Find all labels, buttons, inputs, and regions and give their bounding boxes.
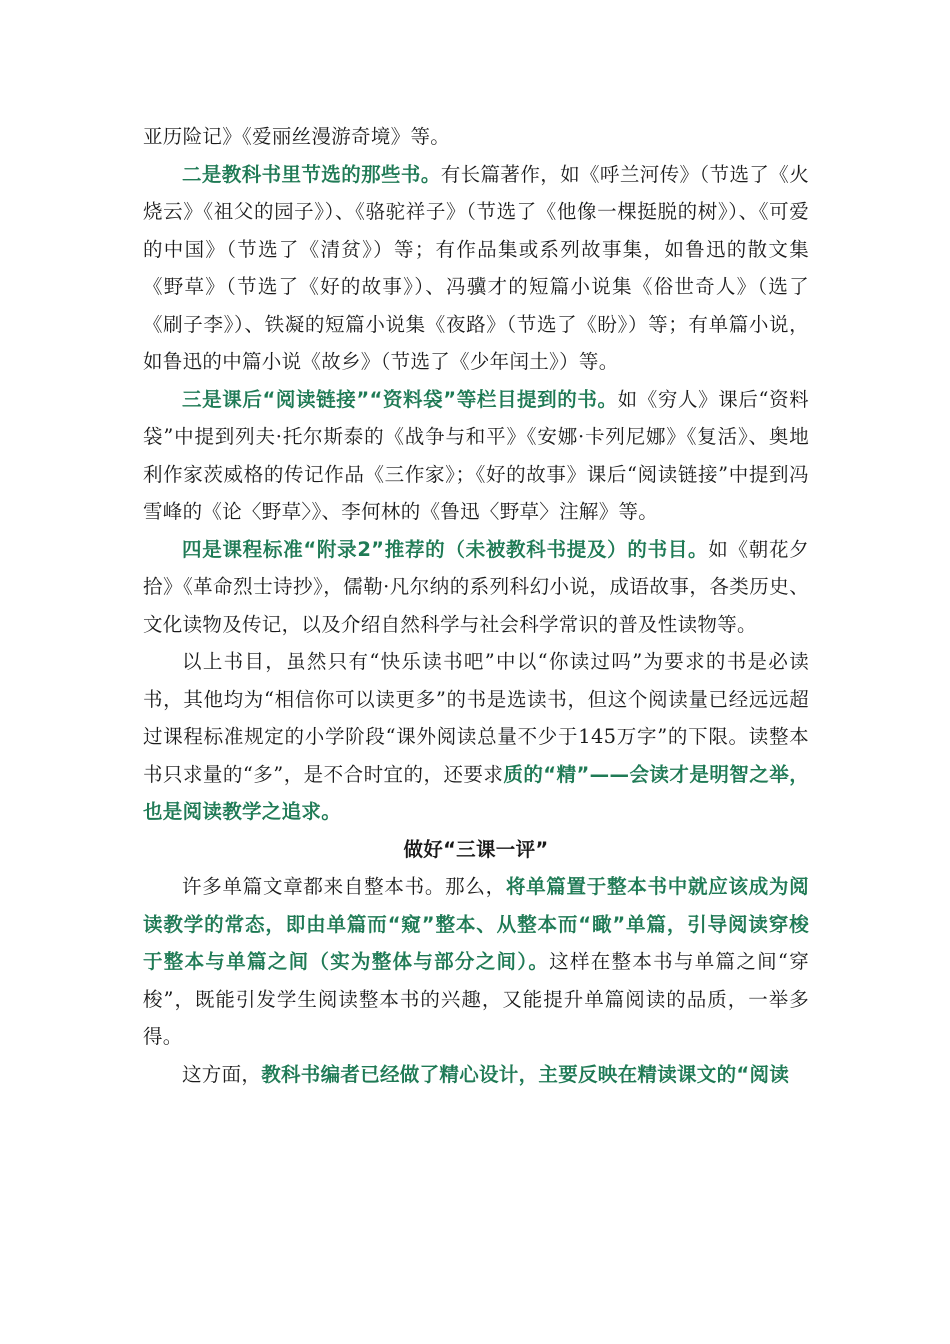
paragraph-text: 如《穷人》课后“资料袋”中提到列夫·托尔斯泰的《战争与和平》《安娜·卡列尼娜》《复活》、奥地利作家茨威格的传记作品《三作家》；《好的故事》课后“阅读链接”中提到冯雪峰的《论〈野草〉》、李何林的《鲁迅〈野草〉注解》等。 [143, 387, 809, 523]
paragraph-text: 这方面， [182, 1062, 262, 1086]
highlight-text: 三是课后“阅读链接”“资料袋”等栏目提到的书。 [182, 387, 618, 411]
paragraph-text: 如《朝花夕拾》《革命烈士诗抄》，儒勒·凡尔纳的系列科幻小说，成语故事，各类历史、文化读物及传记，以及介绍自然科学与社会科学常识的普及性读物等。 [143, 537, 809, 636]
highlight-text: 二是教科书里节选的那些书。 [182, 162, 441, 186]
paragraph-text: 有长篇著作，如《呼兰河传》（节选了《火烧云》《祖父的园子》）、《骆驼祥子》（节选了《他像一棵挺脱的树》）、《可爱的中国》（节选了《清贫》）等；有作品集或系列故事集，如鲁迅的散文集《野草》（节选了《好的故事》）、冯骥才的短篇小说集《俗世奇人》（选了《刷子李》）、铁凝的短篇小说集《夜路》（节选了《盼》）等；有单篇小说，如鲁迅的中篇小说《故乡》（节选了《少年闰土》）等。 [143, 162, 809, 373]
paragraph-text: 许多单篇文章都来自整本书。那么， [182, 875, 506, 898]
paragraph-text: 这样在整本书与单篇之间“穿梭”，既能引发学生阅读整本书的兴趣，又能提升单篇阅读的品质，一举多得。 [143, 950, 809, 1048]
paragraph-excerpted-books [143, 156, 809, 381]
paragraph-text: 以上书目，虽然只有“快乐读书吧”中以“你读过吗”为要求的书是必读书，其他均为“相信你可以读更多”的书是选读书，但这个阅读量已经远远超过课程标准规定的小学阶段“课外阅读总量不少于145万字”的下限。读整本书只求量的“多”，是不合时宜的，还要求 [143, 650, 809, 786]
paragraph-continuation [143, 118, 809, 156]
highlight-text: 四是课程标准“附录2”推荐的（未被教科书提及）的书目。 [182, 537, 709, 561]
highlight-text: 将单篇置于整本书中就应该成为阅读教学的常态，即由单篇而“窥”整本、从整本而“瞰”单篇，引导阅读穿梭于整本与单篇之间（实为整体与部分之间）。 [143, 875, 809, 973]
section-heading: 做好“三课一评” [403, 837, 549, 861]
paragraph-summary [143, 643, 809, 831]
highlight-text: 教科书编者已经做了精心设计，主要反映在精读课文的“阅读 [261, 1062, 790, 1086]
paragraph-curriculum-appendix [143, 531, 809, 644]
highlight-text: 质的“精”——会读才是明智之举，也是阅读教学之追求。 [143, 762, 809, 823]
paragraph-textbook-design [143, 1056, 809, 1094]
paragraph-reading-links [143, 381, 809, 531]
paragraph-text: 亚历险记》《爱丽丝漫游奇境》等。 [143, 125, 451, 148]
document-body [143, 118, 809, 1093]
paragraph-whole-book [143, 868, 809, 1056]
